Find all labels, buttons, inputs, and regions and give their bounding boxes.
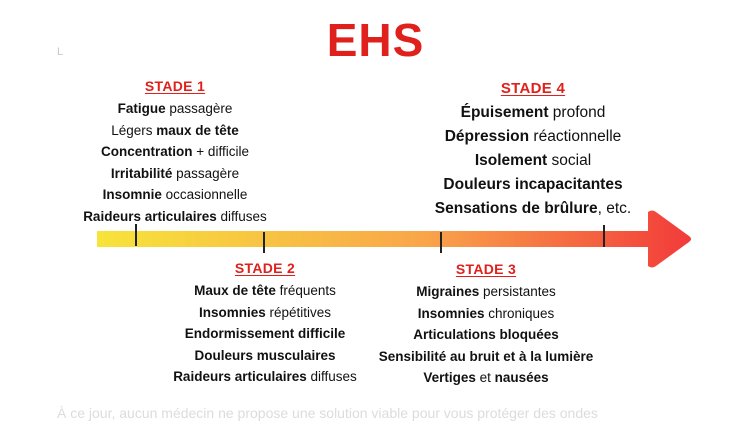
stage-1-line: Raideurs articulaires diffuses: [83, 208, 267, 224]
page-title: EHS: [326, 14, 425, 66]
stage-4-line: Isolement social: [474, 152, 592, 169]
stage-3-line: Insomnies chroniques: [417, 305, 555, 321]
stage-4-line: Douleurs incapacitantes: [443, 176, 623, 193]
stage-3-line: Vertiges et nausées: [423, 370, 549, 385]
stage-2-line: Douleurs musculaires: [194, 347, 336, 363]
stage-1-line: Irritabilité passagère: [110, 165, 240, 181]
stage-3-line: Sensibilité au bruit et à la lumière: [378, 348, 594, 364]
stage-4-line: Dépression réactionnelle: [444, 128, 622, 145]
stage-1-line: Fatigue passagère: [117, 101, 233, 116]
stage-4-line: Épuisement profond: [460, 104, 606, 121]
stage-2-title: STADE 2: [234, 260, 296, 276]
stray-mark: L: [57, 46, 64, 58]
stage-1-line: Insomnie occasionnelle: [102, 187, 248, 202]
stage-1-line: Concentration + difficile: [101, 144, 249, 159]
stage-3-line: Migraines persistantes: [416, 284, 556, 299]
stage-2-line: Raideurs articulaires diffuses: [173, 369, 357, 384]
stage-2-line: Maux de tête fréquents: [194, 283, 336, 298]
stage-1-title: STADE 1: [144, 78, 206, 94]
stage-4: [413, 80, 653, 221]
stage-3-line: Articulations bloquées: [413, 327, 559, 342]
stage-3-title: STADE 3: [455, 261, 517, 277]
stage-2: [150, 260, 380, 388]
stage-3: [366, 261, 606, 389]
stage-1: [60, 78, 290, 227]
footer-text: À ce jour, aucun médecin ne propose une solution viable pour vous protéger des ondes: [57, 405, 598, 421]
stage-4-title: STADE 4: [500, 80, 566, 97]
stage-1-line: Légers maux de tête: [111, 122, 239, 138]
stage-2-line: Insomnies répétitives: [198, 304, 332, 320]
stage-2-line: Endormissement difficile: [184, 326, 346, 341]
stage-4-line: Sensations de brûlure, etc.: [434, 200, 632, 217]
